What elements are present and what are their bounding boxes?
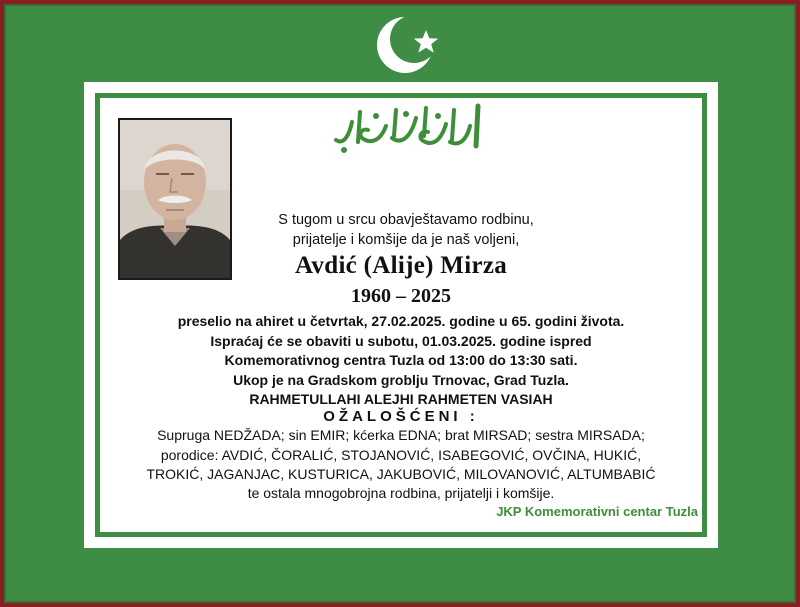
mourners-line-3: TROKIĆ, JAGANJAC, KUSTURICA, JAKUBOVIĆ, MILOVANOVIĆ, ALTUMBABIĆ [146, 466, 656, 482]
intro-line-1: S tugom u srcu obavještavamo rodbinu, [278, 212, 534, 228]
funeral-line-1: Ispraćaj će se obaviti u subotu, 01.03.2025. godine ispred [210, 333, 592, 349]
burial-line: Ukop je na Gradskom groblju Trnovac, Grad Tuzla. [233, 372, 569, 388]
mourners-line-2: porodice: AVDIĆ, ČORALIĆ, STOJANOVIĆ, ISABEGOVIĆ, OVČINA, HUKIĆ, [160, 447, 642, 463]
life-years: 1960 – 2025 [351, 285, 451, 307]
crescent-star-icon [374, 12, 444, 78]
intro-line-2: prijatelje i komšije da je naš voljeni, [292, 232, 520, 248]
arabic-calligraphy-icon [330, 96, 490, 160]
prayer-line: RAHMETULLAHI ALEJHI RAHMETEN VASIAH [249, 391, 553, 407]
mourners-line-4: te ostala mnogobrojna rodbina, prijatelji i komšije. [247, 485, 555, 501]
mourners-heading: OŽALOŠĆENI : [323, 408, 479, 425]
deceased-name: Avdić (Alije) Mirza [294, 252, 508, 279]
mourners-line-1: Supruga NEDŽADA; sin EMIR; kćerka EDNA; brat MIRSAD; sestra MIRSADA; [157, 427, 645, 443]
signature: JKP Komemorativni centar Tuzla [496, 504, 698, 519]
death-notice-line: preselio na ahiret u četvrtak, 27.02.2025. godine u 65. godini života. [177, 313, 625, 329]
funeral-line-2: Komemorativnog centra Tuzla od 13:00 do 13:30 sati. [224, 352, 578, 368]
